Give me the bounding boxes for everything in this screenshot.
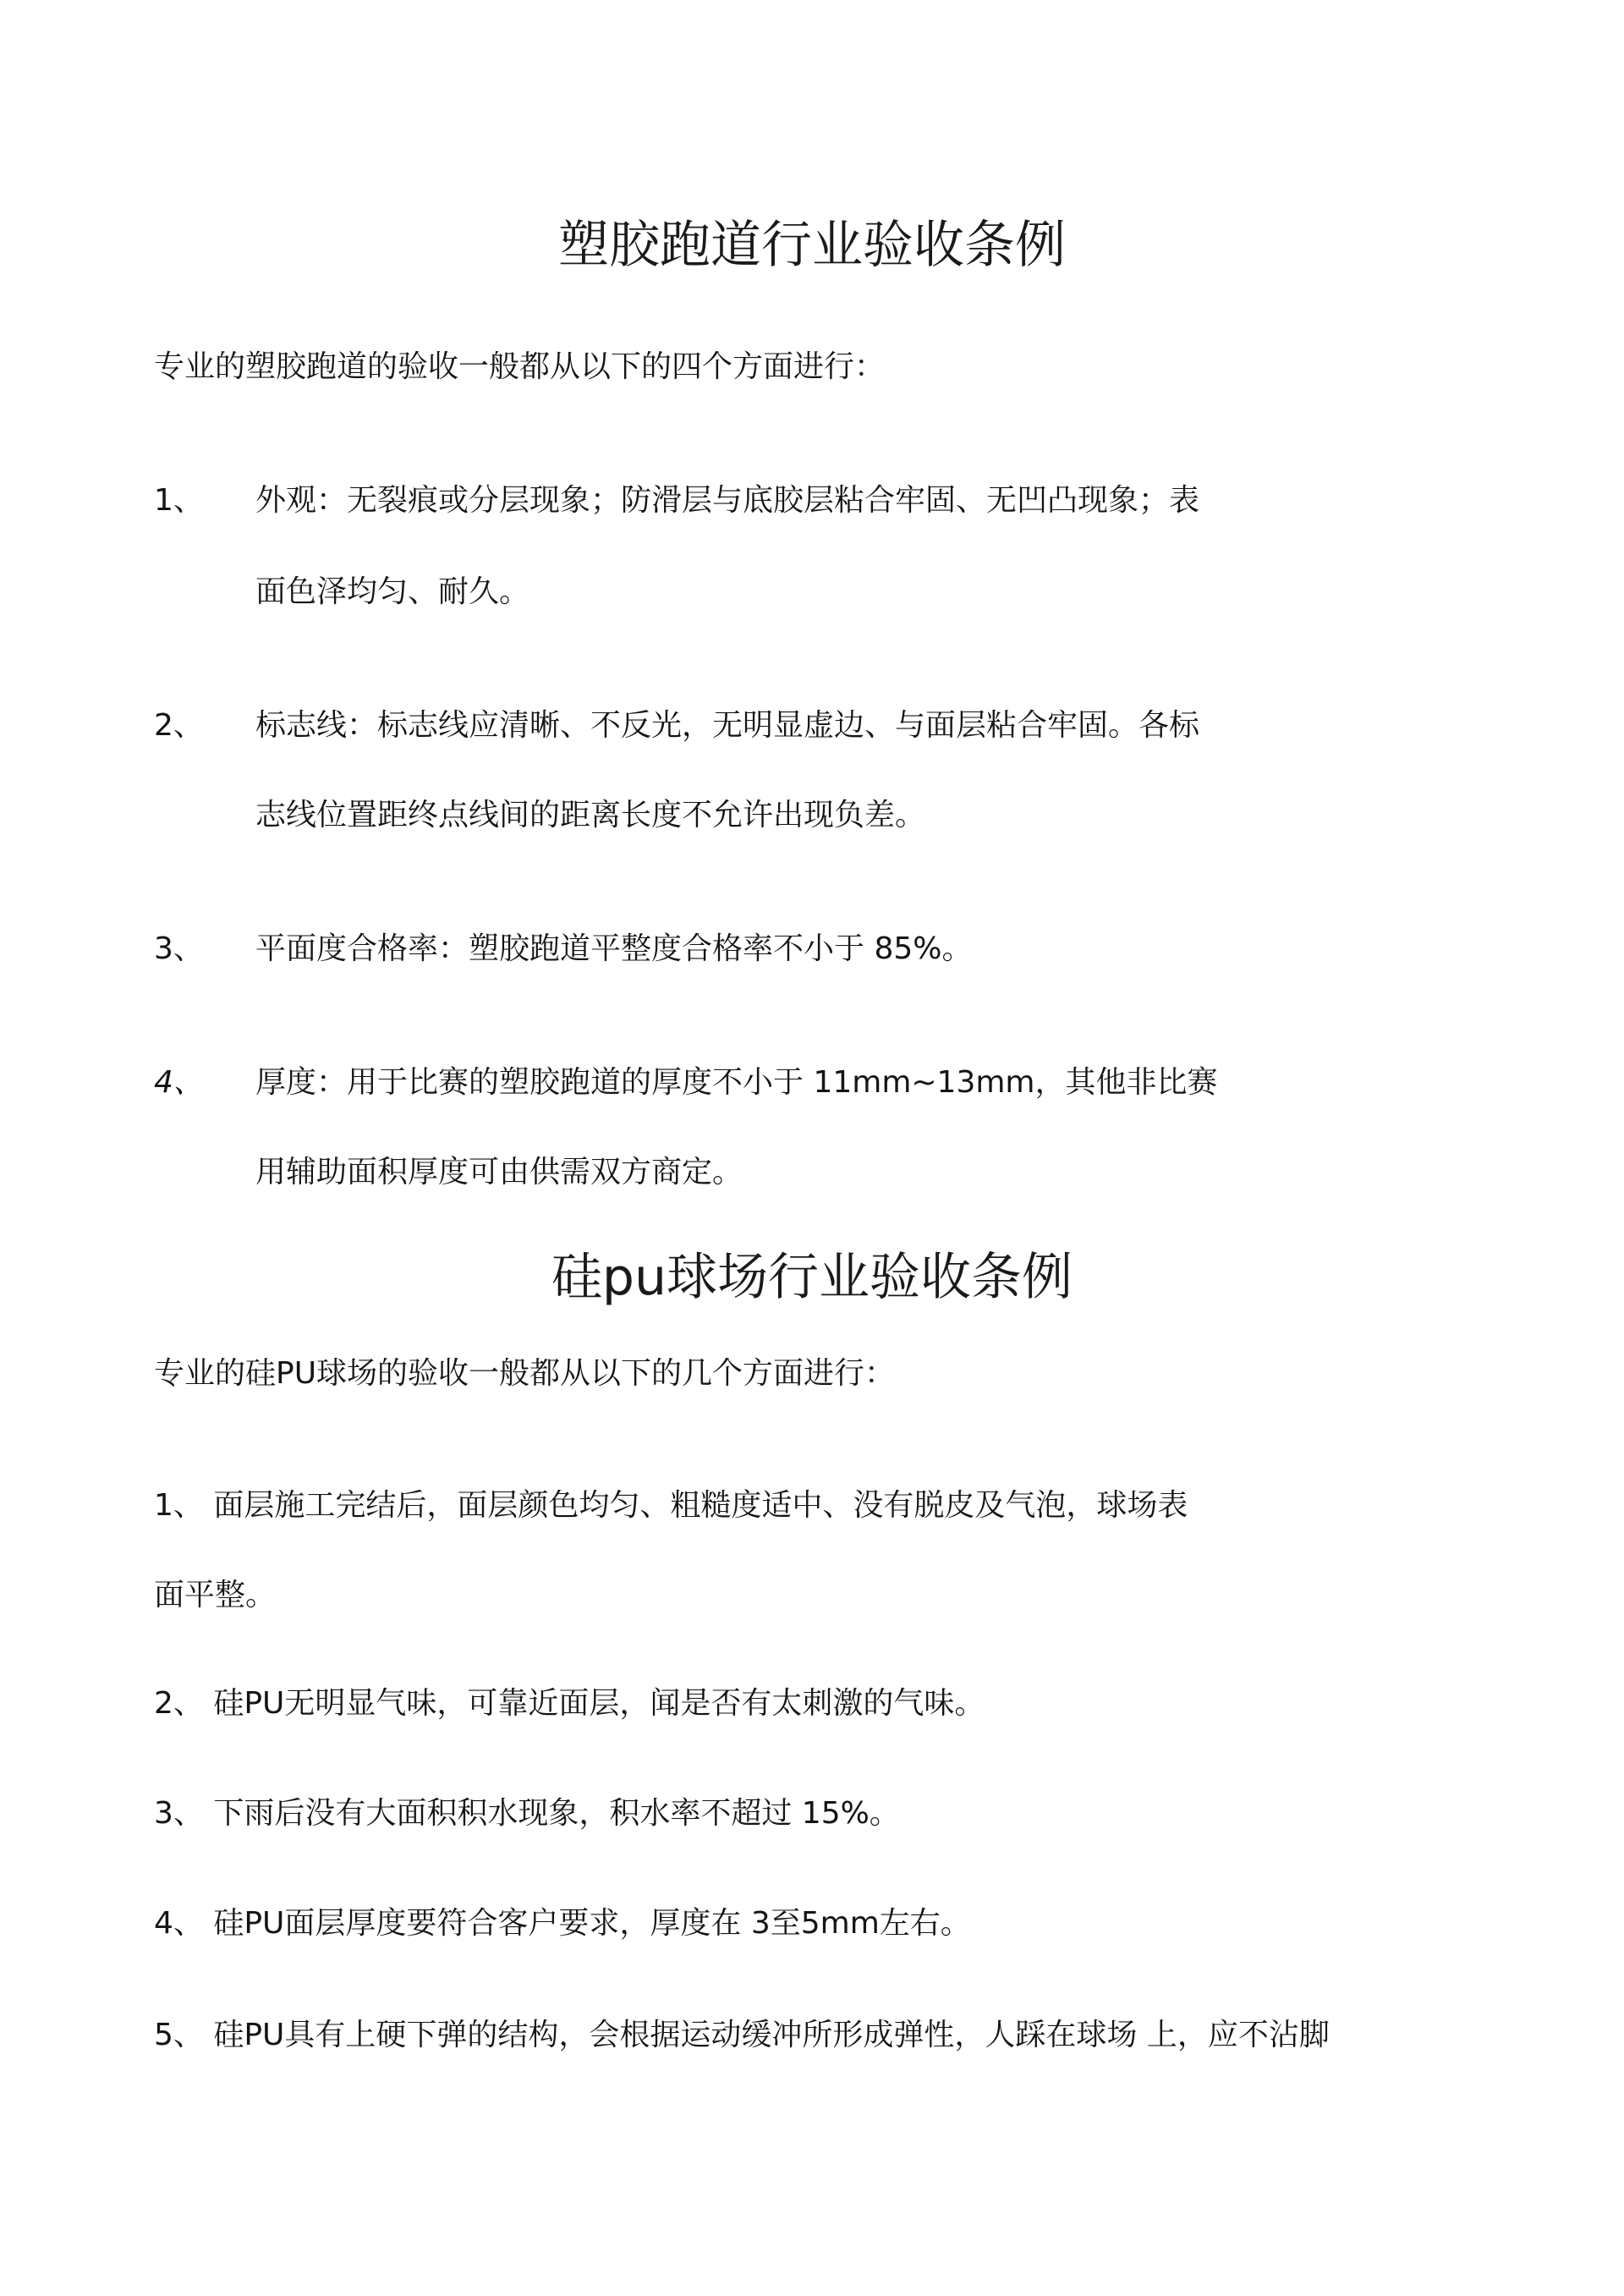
item-text-line: 面平整。 xyxy=(154,1578,277,1612)
item-number: 3、 xyxy=(154,931,204,966)
item-text-line: 外观：无裂痕或分层现象；防滑层与底胶层粘合牢固、无凹凸现象；表 xyxy=(255,483,1200,518)
item-text-line: 用辅助面积厚度可由供需双方商定。 xyxy=(255,1155,743,1189)
section1-intro: 专业的塑胶跑道的验收一般都从以下的四个方面进行： xyxy=(154,349,886,384)
item-text-line: 平面度合格率：塑胶跑道平整度合格率不小于 85%。 xyxy=(255,931,973,966)
item-text-line: 4、 硅PU面层厚度要符合客户要求，厚度在 3至5mm左右。 xyxy=(154,1906,971,1941)
section1-title: 塑胶跑道行业验收条例 xyxy=(558,216,1066,275)
item-number: 1、 xyxy=(154,483,204,518)
item-text-line: 面色泽均匀、耐久。 xyxy=(255,574,530,609)
item-text-line: 2、 硅PU无明显气味，可靠近面层，闻是否有太刺激的气味。 xyxy=(154,1686,985,1721)
item-number: 4、 xyxy=(154,1065,204,1100)
item-text-line: 志线位置距终点线间的距离长度不允许出现负差。 xyxy=(255,798,926,832)
item-text-line: 5、 硅PU具有上硬下弹的结构，会根据运动缓冲所形成弹性，人踩在球场 上，应不沾脚 xyxy=(154,2018,1330,2052)
section2-intro: 专业的硅PU球场的验收一般都从以下的几个方面进行： xyxy=(154,1356,896,1391)
item-text-line: 1、 面层施工完结后，面层颜色均匀、粗糙度适中、没有脱皮及气泡，球场表 xyxy=(154,1488,1188,1523)
item-text-line: 3、 下雨后没有大面积积水现象，积水率不超过 15%。 xyxy=(154,1796,900,1831)
item-number: 2、 xyxy=(154,708,204,743)
section2-title: 硅pu球场行业验收条例 xyxy=(551,1248,1073,1307)
item-text-line: 标志线：标志线应清晰、不反光，无明显虚边、与面层粘合牢固。各标 xyxy=(255,708,1200,743)
item-text-line: 厚度：用于比赛的塑胶跑道的厚度不小于 11mm~13mm，其他非比赛 xyxy=(255,1065,1218,1100)
